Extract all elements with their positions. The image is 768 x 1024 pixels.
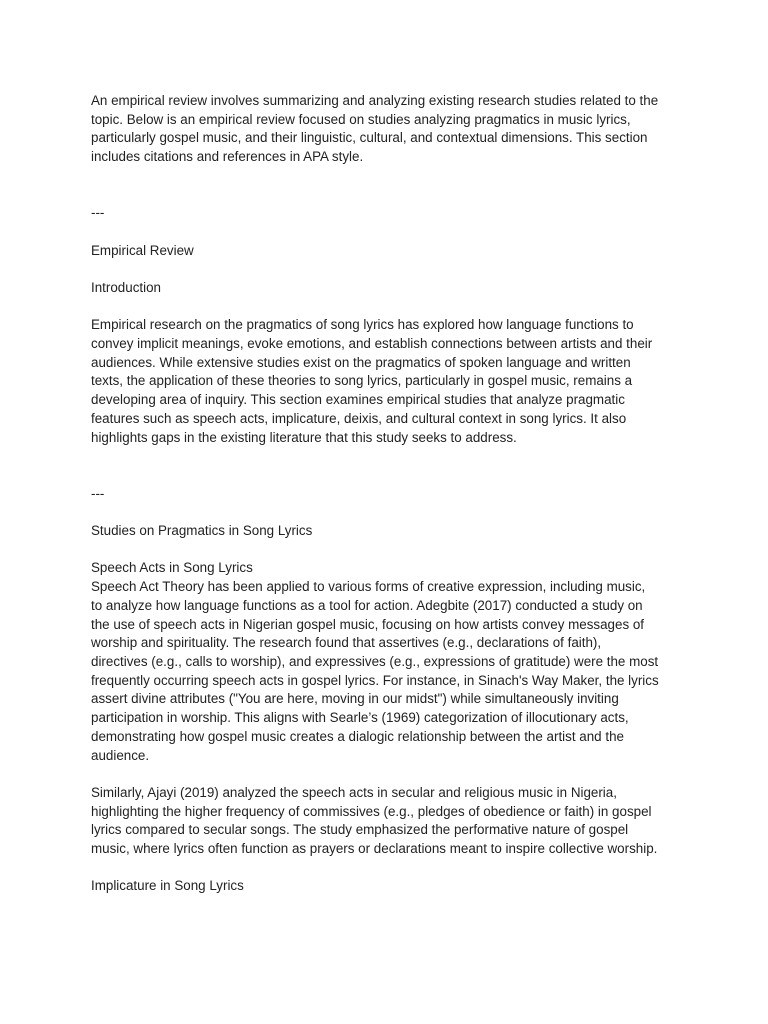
text-line: music, where lyrics often function as prayers or declarations meant to inspire collective worship. [91, 841, 658, 856]
text-line: particularly gospel music, and their linguistic, cultural, and contextual dimensions. This section [91, 130, 648, 146]
text-line: the use of speech acts in Nigerian gospel music, focusing on how artists convey messages of [91, 616, 645, 632]
heading-text: Studies on Pragmatics in Song Lyrics [91, 523, 313, 539]
text-line: frequently occurring speech acts in gospel lyrics. For instance, in Sinach's Way Maker, the lyrics [91, 672, 659, 688]
subheading-implicature: Implicature in Song Lyrics [91, 878, 244, 894]
text-line: Similarly, Ajayi (2019) analyzed the speech acts in secular and religious music in Nigeria, [91, 784, 617, 800]
text-line: topic. Below is an empirical review focused on studies analyzing pragmatics in music lyrics, [91, 111, 631, 127]
text-line: to analyze how language functions as a tool for action. Adegbite (2017) conducted a study on [91, 597, 643, 613]
intro-paragraph [91, 92, 691, 167]
text-line: developing area of inquiry. This section examines empirical studies that analyze pragmatic [91, 392, 625, 408]
text-line: features such as speech acts, implicature, deixis, and cultural context in song lyrics. It also [91, 410, 627, 426]
text-line: worship and spirituality. The research found that assertives (e.g., declarations of faith), [91, 635, 602, 651]
speech-acts-section [91, 559, 691, 765]
section-separator [91, 485, 691, 504]
introduction-paragraph [91, 316, 691, 447]
text-line: directives (e.g., calls to worship), and expressives (e.g., expressions of gratitude) were the most [91, 653, 659, 669]
subheading-speech-acts: Speech Acts in Song Lyrics [91, 560, 253, 576]
text-line: participation in worship. This aligns with Searle’s (1969) categorization of illocutionary acts, [91, 710, 629, 726]
heading-empirical-review [91, 242, 691, 261]
separator-text: --- [91, 485, 105, 501]
heading-text: Empirical Review [91, 242, 194, 258]
text-line: highlighting the higher frequency of commissives (e.g., pledges of obedience or faith) in gospel [91, 803, 652, 819]
document-body [91, 92, 691, 896]
section-separator [91, 204, 691, 223]
text-line: texts, the application of these theories to song lyrics, particularly in gospel music, remains a [91, 373, 633, 389]
heading-introduction [91, 279, 691, 298]
separator-text: --- [91, 205, 105, 221]
text-line: Speech Act Theory has been applied to various forms of creative expression, including music, [91, 579, 646, 595]
text-line: An empirical review involves summarizing and analyzing existing research studies related to the [91, 93, 659, 108]
text-line: audiences. While extensive studies exist on the pragmatics of spoken language and written [91, 354, 631, 370]
text-line: demonstrating how gospel music creates a dialogic relationship between the artist and the [91, 728, 624, 744]
text-line: audience. [91, 747, 150, 763]
heading-implicature [91, 877, 691, 896]
text-line: Empirical research on the pragmatics of song lyrics has explored how language functions to [91, 317, 634, 333]
text-line: highlights gaps in the existing literature that this study seeks to address. [91, 429, 517, 445]
text-line: assert divine attributes ("You are here, moving in our midst") while simultaneously inviting [91, 691, 619, 707]
heading-studies [91, 522, 691, 541]
heading-text: Introduction [91, 279, 161, 295]
text-line: lyrics compared to secular songs. The study emphasized the performative nature of gospel [91, 822, 629, 838]
text-line: convey implicit meanings, evoke emotions, and establish connections between artists and their [91, 336, 653, 352]
text-line: includes citations and references in APA style. [91, 149, 364, 165]
ajayi-paragraph [91, 784, 691, 859]
